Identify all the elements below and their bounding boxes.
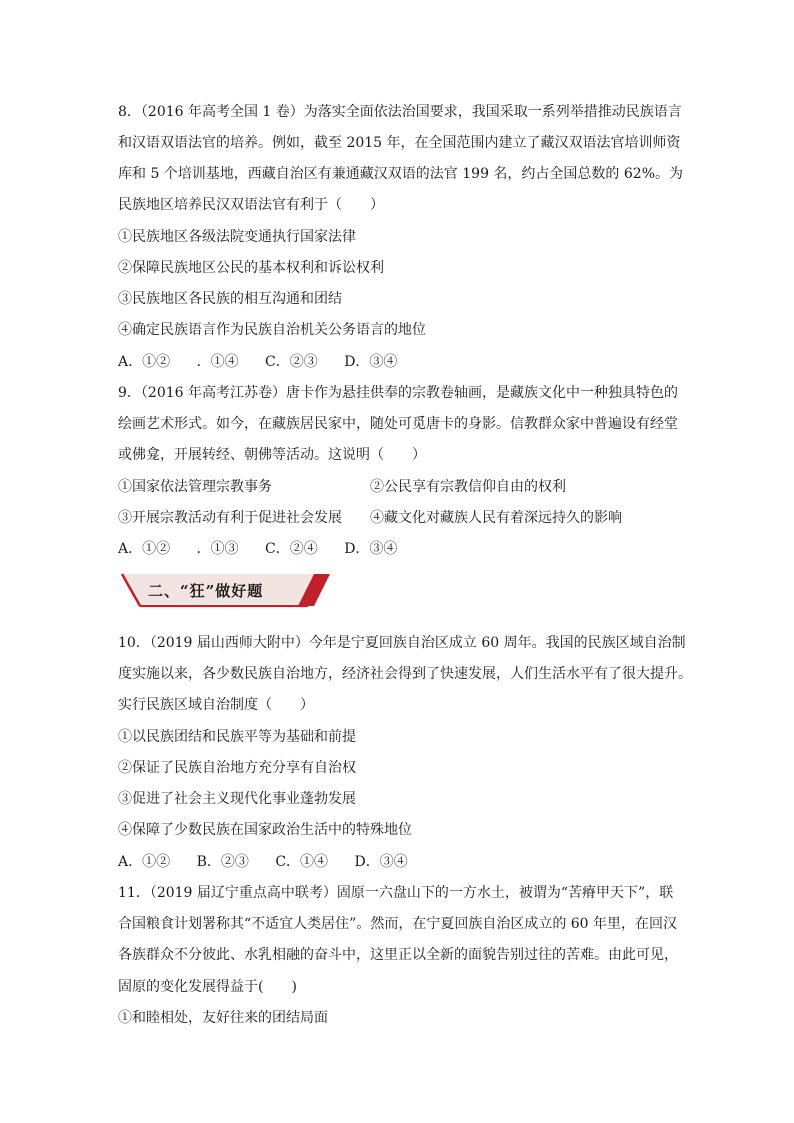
option-c: C．①④ xyxy=(275,854,329,870)
question-11-item-1: ①和睦相处，友好往来的团结局面 xyxy=(118,1010,328,1026)
option-c: C．②④ xyxy=(265,541,318,557)
question-10-item-1: ①以民族团结和民族平等为基础和前提 xyxy=(118,729,356,745)
option-d: D．③④ xyxy=(344,541,398,557)
section-title: 二、“狂”做好题 xyxy=(148,582,264,600)
question-9-item-4: ④藏文化对藏族人民有着深远持久的影响 xyxy=(370,510,622,526)
option-b: B．②③ xyxy=(196,854,249,870)
question-9-line-2: 绘画艺术形式。如今，在藏族居民家中，随处可觅唐卡的身影。信教群众家中普遍设有经堂 xyxy=(118,416,678,432)
question-10-line-2: 度实施以来，各少数民族自治地方，经济社会得到了快速发展，人们生活水平有了很大提升。 xyxy=(118,666,692,682)
option-a: A．①② xyxy=(118,354,171,370)
question-10-item-3: ③促进了社会主义现代化事业蓬勃发展 xyxy=(118,791,356,807)
question-8-item-1: ①民族地区各级法院变通执行国家法律 xyxy=(118,229,356,245)
question-10-options xyxy=(118,852,430,872)
question-9-item-1: ①国家依法管理宗教事务 xyxy=(118,479,272,495)
option-a: A．①② xyxy=(118,541,171,557)
question-10-item-4: ④保障了少数民族在国家政治生活中的特殊地位 xyxy=(118,822,412,838)
option-b: ．①④ xyxy=(196,354,239,370)
question-8-line-3: 库和 5 个培训基地，西藏自治区有兼通藏汉双语的法官 199 名，约占全国总数的 62%。为 xyxy=(118,166,683,182)
question-11-line-3: 各族群众不分彼此、水乳相融的奋斗中，这里正以全新的面貌告别过往的苦难。由此可见， xyxy=(118,947,678,963)
question-10-item-2: ②保证了民族自治地方充分享有自治权 xyxy=(118,760,356,776)
question-11-line-1: 11．（2019 届辽宁重点高中联考）固原一六盘山下的一方水土，被谓为“苦瘠甲天下”，联 xyxy=(118,885,674,901)
option-b: ．①③ xyxy=(196,541,239,557)
option-d: D．③④ xyxy=(354,854,408,870)
question-9-line-1: 9．（2016 年高考江苏卷）唐卡作为悬挂供奉的宗教卷轴画，是藏族文化中一种独具特色的 xyxy=(118,385,678,401)
question-8-item-3: ③民族地区各民族的相互沟通和团结 xyxy=(118,291,342,307)
question-8-options xyxy=(118,352,419,372)
option-a: A．①② xyxy=(118,854,171,870)
question-8-item-4: ④确定民族语言作为民族自治机关公务语言的地位 xyxy=(118,322,426,338)
question-9-options xyxy=(118,539,419,559)
question-8-line-2: 和汉语双语法官的培养。例如，截至 2015 年，在全国范围内建立了藏汉双语法官培训师资 xyxy=(118,135,681,151)
question-9-item-2: ②公民享有宗教信仰自由的权利 xyxy=(370,479,566,495)
option-d: D．③④ xyxy=(344,354,398,370)
question-8-line-1: 8．（2016 年高考全国 1 卷）为落实全面依法治国要求，我国采取一系列举措推动民族语言 xyxy=(118,104,682,120)
question-11-line-4: 固原的变化发展得益于( ) xyxy=(118,979,297,995)
question-9-item-3: ③开展宗教活动有利于促进社会发展 xyxy=(118,510,342,526)
question-11-line-2: 合国粮食计划署称其“不适宜人类居住”。然而，在宁夏回族自治区成立的 60 年里，在回汉 xyxy=(118,916,678,932)
question-10-line-3: 实行民族区域自治制度（ ） xyxy=(118,697,314,713)
question-8-item-2: ②保障民族地区公民的基本权利和诉讼权利 xyxy=(118,260,384,276)
question-9-line-3: 或佛龛，开展转经、朝佛等活动。这说明（ ） xyxy=(118,447,426,463)
question-10-line-1: 10．（2019 届山西师大附中）今年是宁夏回族自治区成立 60 周年。我国的民族区域自治制 xyxy=(118,635,686,651)
option-c: C．②③ xyxy=(265,354,318,370)
question-8-line-4: 民族地区培养民汉双语法官有利于（ ） xyxy=(118,197,384,213)
